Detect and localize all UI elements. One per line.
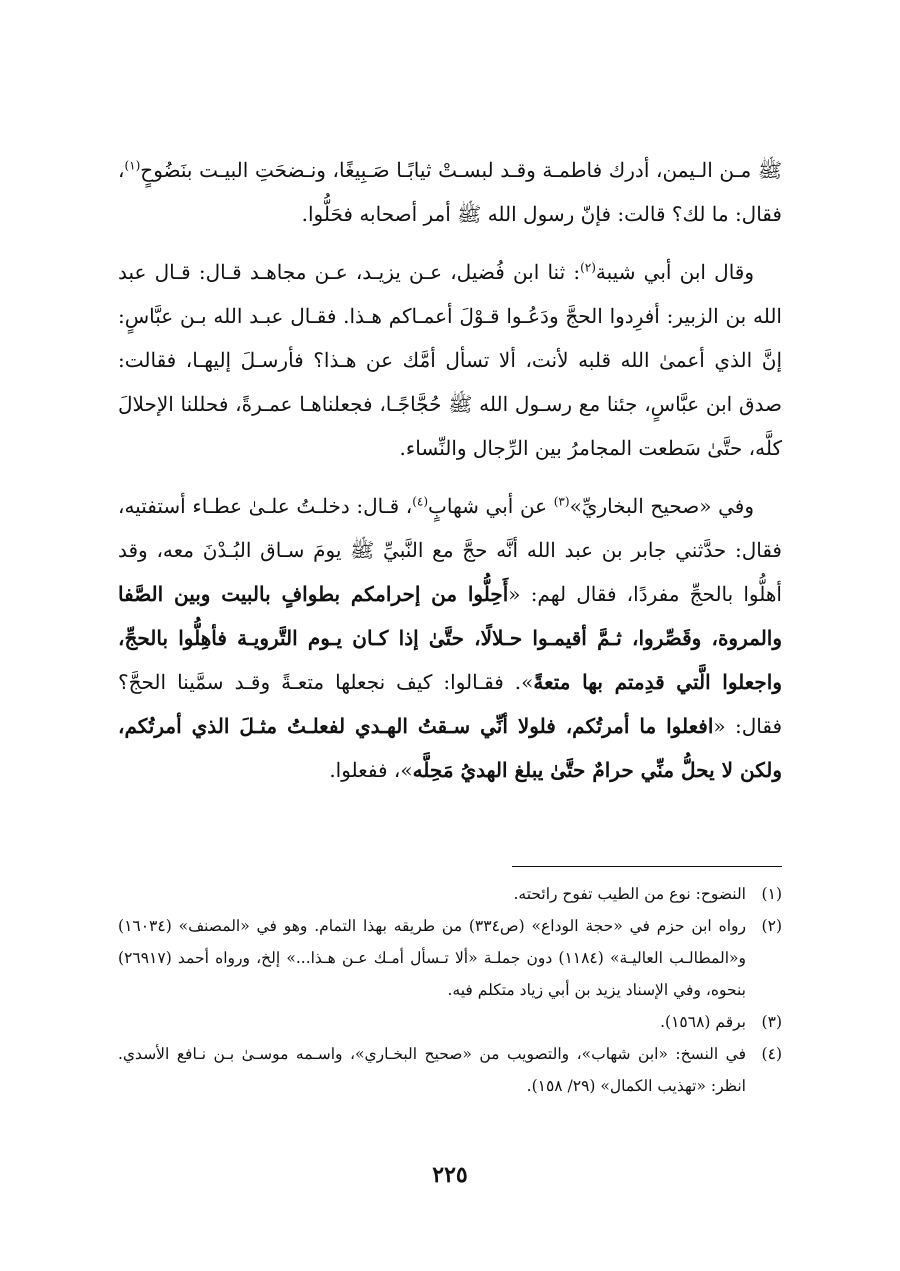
- footnote: [118, 878, 782, 910]
- paragraph: [118, 484, 782, 792]
- page-number: ٢٢٥: [432, 1162, 468, 1188]
- footnote-text: برقم (١٥٦٨).: [660, 1013, 746, 1031]
- paragraph: [118, 250, 782, 470]
- footnote-text: النضوح: نوع من الطيب تفوح رائحته.: [513, 885, 746, 903]
- footnote: [118, 1038, 782, 1102]
- footnote-separator: [512, 866, 782, 867]
- bold-text-run: أَحِلُّوا من إحرامكم بطوافٍ بالبيت وبين الصَّفا والمروة، وقَصِّروا، ثـمَّ أقيمـوا حـلالًا، حتَّىٰ إذا كـان يـوم التَّرويـة فأهِلُّوا بالحجِّ، واجعلوا الَّتي قدِمتم بها متعةً: [118, 582, 782, 694]
- footnote-text: في النسخ: «ابن شهاب»، والتصويب من «صحيح البخـاري»، واسـمه موسـىٰ بـن نـافع الأسدي. انظر: «تهذيب الكمال» (٢٩/ ١٥٨).: [118, 1045, 746, 1095]
- bold-text-run: افعلوا ما أمرتُكم، فلولا أنِّي سـقتُ الهـدي لفعلـتُ مثـلَ الذي أمرتُكم، ولكن لا يحلُّ منِّي حرامٌ حتَّىٰ يبلغ الهديُ مَحِلَّه: [118, 714, 782, 782]
- footnote-number: (٤): [761, 1045, 782, 1063]
- main-text: [118, 148, 782, 806]
- text-run: وفي «صحيح البخاريِّ»: [569, 494, 754, 518]
- paragraph: [118, 148, 782, 236]
- footnote-ref[interactable]: (٤): [412, 494, 429, 509]
- text-run: »، ففعلوا.: [329, 758, 413, 782]
- text-run: ، فقال: ما لك؟ قالت: فإنّ رسول الله ﷺ أمر أصحابه فحَلُّوا.: [118, 158, 782, 226]
- footnote: [118, 1006, 782, 1038]
- text-run: وقال ابن أبي شيبة: [595, 260, 755, 284]
- footnotes: [118, 878, 782, 1102]
- text-run: ﷺ مـن الـيمن، أدرك فاطمـة وقـد لبسـتْ ثيابًـا صَـبِيغًا، ونـضحَتِ البيـت بنَضُوحٍ: [140, 158, 782, 182]
- footnote-number: (٣): [761, 1013, 782, 1031]
- footnote-number: (١): [761, 885, 782, 903]
- footnote: [118, 910, 782, 1006]
- text-run: : ثنا ابن فُضيل، عـن يزيـد، عـن مجاهـد قـال: قـال عبد الله بن الزبير: أفرِدوا الحجَّ ودَعُـوا قـوْلَ أعمـاكم هـذا. فقـال عبـد الله بـن عبَّاسٍ: إنَّ الذي أعمىٰ الله قلبه لأنت، ألا تسأل أمَّك عن هـذا؟ فأرسـلَ إليهـا، فقالت: صدق ابن عبَّاسٍ، جئنا مع رسـول الله ﷺ حُجَّاجًـا، فجعلناهـا عمـرةً، فحللنا الإحلالَ كلَّه، حتَّىٰ سَطعت المجامرُ بين الرِّجال والنِّساء.: [118, 260, 782, 460]
- footnote-ref[interactable]: (١): [124, 158, 141, 173]
- footnote-ref[interactable]: (٢): [580, 260, 596, 275]
- text-run: ». فقـالوا: كيف نجعلها متعـةً وقـد سمَّينا الحجَّ؟ فقال: «: [118, 670, 783, 738]
- footnote-number: (٢): [761, 917, 782, 935]
- text-run: ، قـال: دخلـتُ علـىٰ عطـاء أستفتيه، فقال: حدَّثني جابر بن عبد الله أنَّه حجَّ مع النَّبيِّ ﷺ يومَ سـاق البُـدْنَ معه، وقد أهلُّوا بالحجِّ مفردًا، فقال لهم: «: [118, 494, 782, 606]
- footnote-ref[interactable]: (٣): [553, 494, 570, 509]
- footnote-text: رواه ابن حزم في «حجة الوداع» (ص٣٣٤) من طريقه بهذا التمام. وهو في «المصنف» (١٦٠٣٤) و«المطالـب العاليـة» (١١٨٤) دون جملـة «ألا تـسأل أمـك عـن هـذا...» إلخ، ورواه أحمد (٢٦٩١٧) بنحوه، وفي الإسناد يزيد بن أبي زياد متكلم فيه.: [118, 917, 746, 999]
- text-run: عن أبي شهابٍ: [428, 494, 554, 518]
